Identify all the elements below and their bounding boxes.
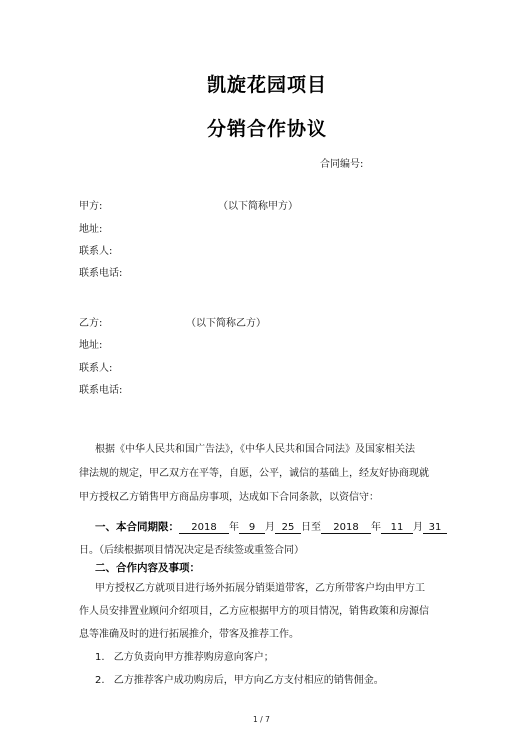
party-b-contact-label: 联系人: [79,363,113,374]
party-a-address-label: 地址: [79,224,103,235]
term-start-day: 25 [275,522,301,534]
party-a-contact-label: 联系人: [79,246,113,257]
term-year-unit: 年 [371,522,381,533]
party-b-note: （以下简称乙方） [186,318,266,329]
term-end-day-unit: 日。 [79,545,99,556]
list-item [95,675,384,687]
party-a-label: 甲方: [79,201,103,212]
party-a-phone-label: 联系电话: [79,268,123,279]
party-b-address-label: 地址: [79,340,103,351]
document-subtitle: 分销合作协议 [207,118,328,140]
term-month-unit: 月 [413,522,423,533]
party-b-phone-label: 联系电话: [79,385,123,396]
cooperation-heading: 二、合作内容及事项： [95,562,200,574]
term-day-unit: 日至 [301,522,321,533]
list-item-number: 2. [95,675,105,686]
intro-line-1: 根据《中华人民共和国广告法》，《中华人民共和国合同法》及国家相关法 [95,444,415,455]
intro-line-3: 甲方授权乙方销售甲方商品房事项，达成如下合同条款，以资信守： [79,492,379,503]
term-end-month: 11 [381,522,413,534]
term-end-year: 2018 [321,522,371,534]
term-start-year: 2018 [179,522,229,534]
cooperation-line-3: 息等准确及时的进行拓展推介，带客及推荐工作。 [79,629,299,640]
term-year-unit: 年 [229,522,239,533]
intro-line-2: 律法规的规定，甲乙双方在平等，自愿，公平，诚信的基础上，经友好协商现就 [79,468,429,479]
party-a-note: （以下简称甲方） [218,201,298,212]
list-item [95,652,274,664]
list-item-text: 乙方推荐客户成功购房后，甲方向乙方支付相应的销售佣金。 [113,675,384,686]
page-number: 1 / 7 [253,715,270,724]
document-title: 凯旋花园项目 [207,74,328,96]
cooperation-line-2: 作人员安排置业顾问介绍项目，乙方应根据甲方的项目情况，销售政策和房源信 [79,606,429,617]
cooperation-line-1: 甲方授权乙方就项目进行场外拓展分销渠道带客，乙方所带客户均由甲方工 [95,583,425,594]
list-item-number: 1. [95,652,105,663]
party-b-label: 乙方: [79,318,103,329]
term-start-month: 9 [239,522,265,534]
term-month-unit: 月 [265,522,275,533]
term-end-day: 31 [423,522,447,534]
term-line-2 [79,538,304,557]
term-heading: 一、本合同期限： [95,521,179,533]
term-line [95,515,447,534]
contract-number-label: 合同编号: [320,159,364,170]
term-note: （后续根据项目情况决定是否续签或重签合同） [99,545,304,556]
list-item-text: 乙方负责向甲方推荐购房意向客户； [113,652,274,663]
